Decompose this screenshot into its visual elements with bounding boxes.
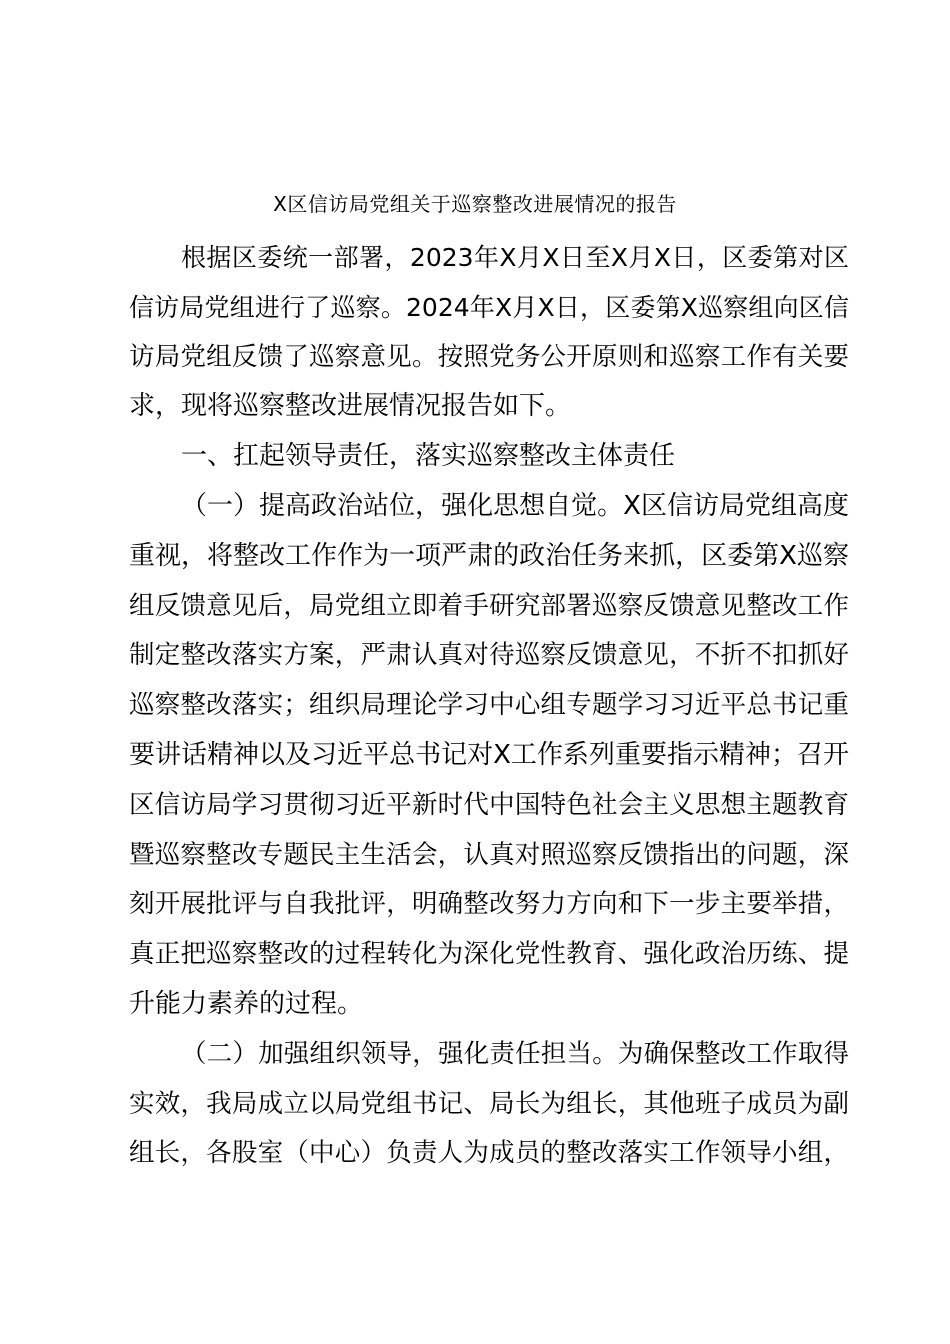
text-line: 制定整改落实方案，严肃认真对待巡察反馈意见，不折不扣抓好 [129, 640, 849, 671]
section-heading-1 [129, 432, 849, 482]
text-line: （一）提高政治站位，强化思想自觉。X区信访局党组高度 [181, 490, 849, 521]
text-line: 根据区委统一部署，2023年X月X日至X月X日，区委第对区 [181, 243, 849, 272]
text-line: 组反馈意见后，局党组立即着手研究部署巡察反馈意见整改工作 [129, 590, 849, 621]
text-line: 区信访局学习贯彻习近平新时代中国特色社会主义思想主题教育 [129, 789, 849, 820]
text-line: 实效，我局成立以局党组书记、局长为组长，其他班子成员为副 [129, 1088, 849, 1119]
text-line: 刻开展批评与自我批评，明确整改努力方向和下一步主要举措， [129, 889, 849, 920]
text-line: 信访局党组进行了巡察。2024年X月X日，区委第X巡察组向区信 [129, 292, 849, 322]
paragraph-intro [129, 233, 849, 432]
document-title: X区信访局党组关于巡察整改进展情况的报告 [273, 192, 677, 216]
text-line: 真正把巡察整改的过程转化为深化党性教育、强化政治历练、提 [129, 939, 849, 970]
paragraph-subsection-1 [129, 482, 849, 1030]
text-line: 求，现将巡察整改进展情况报告如下。 [129, 391, 572, 422]
text-line: 巡察整改落实；组织局理论学习中心组专题学习习近平总书记重 [129, 690, 849, 721]
document-body [129, 233, 849, 1179]
text-line: （二）加强组织领导，强化责任担当。为确保整改工作取得 [181, 1038, 849, 1069]
text-line: 组长，各股室（中心）负责人为成员的整改落实工作领导小组， [129, 1138, 849, 1169]
text-line: 访局党组反馈了巡察意见。按照党务公开原则和巡察工作有关要 [129, 341, 849, 372]
section-heading: 一、扛起领导责任，落实巡察整改主体责任 [181, 441, 676, 472]
text-line: 升能力素养的过程。 [129, 988, 364, 1019]
text-line: 重视，将整改工作作为一项严肃的政治任务来抓，区委第X巡察 [129, 540, 849, 571]
text-line: 要讲话精神以及习近平总书记对X工作系列重要指示精神；召开 [129, 739, 849, 770]
text-line: 暨巡察整改专题民主生活会，认真对照巡察反馈指出的问题，深 [129, 839, 849, 870]
paragraph-subsection-2 [129, 1030, 849, 1179]
